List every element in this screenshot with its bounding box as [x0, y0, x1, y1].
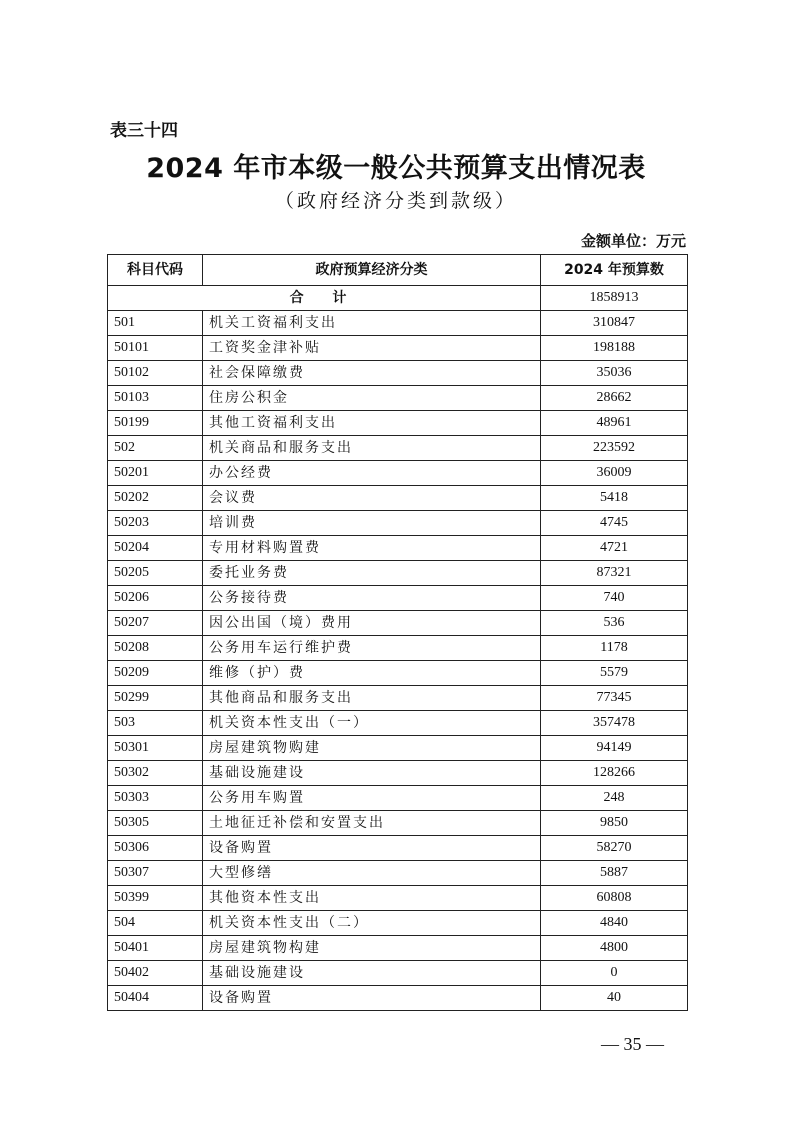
amount-cell: 94149: [541, 736, 688, 761]
category-cell: 住房公积金: [203, 386, 541, 411]
amount-cell: 1178: [541, 636, 688, 661]
table-row: [108, 686, 688, 711]
amount-cell: 0: [541, 961, 688, 986]
category-cell: 基础设施建设: [203, 761, 541, 786]
code-cell: 50402: [108, 961, 203, 986]
table-row: [108, 661, 688, 686]
amount-cell: 4745: [541, 511, 688, 536]
table-row: [108, 736, 688, 761]
table-row: [108, 461, 688, 486]
table-header-row: [108, 255, 688, 286]
table-row: [108, 936, 688, 961]
category-cell: 设备购置: [203, 986, 541, 1011]
category-cell: 因公出国（境）费用: [203, 611, 541, 636]
column-header-category: 政府预算经济分类: [203, 255, 541, 286]
amount-cell: 223592: [541, 436, 688, 461]
category-cell: 专用材料购置费: [203, 536, 541, 561]
amount-cell: 4840: [541, 911, 688, 936]
category-cell: 公务用车购置: [203, 786, 541, 811]
table-row: [108, 911, 688, 936]
category-cell: 机关资本性支出（二）: [203, 911, 541, 936]
category-cell: 维修（护）费: [203, 661, 541, 686]
table-row: [108, 511, 688, 536]
category-cell: 机关工资福利支出: [203, 311, 541, 336]
code-cell: 50206: [108, 586, 203, 611]
table-row: [108, 561, 688, 586]
table-row: [108, 486, 688, 511]
category-cell: 公务用车运行维护费: [203, 636, 541, 661]
code-cell: 50204: [108, 536, 203, 561]
code-cell: 50205: [108, 561, 203, 586]
code-cell: 50307: [108, 861, 203, 886]
table-row: [108, 361, 688, 386]
table-row: [108, 986, 688, 1011]
table-row: [108, 636, 688, 661]
amount-cell: 35036: [541, 361, 688, 386]
column-header-code: 科目代码: [108, 255, 203, 286]
amount-cell: 60808: [541, 886, 688, 911]
code-cell: 50302: [108, 761, 203, 786]
category-cell: 公务接待费: [203, 586, 541, 611]
table-row: [108, 961, 688, 986]
amount-cell: 87321: [541, 561, 688, 586]
table-row: [108, 311, 688, 336]
code-cell: 50199: [108, 411, 203, 436]
table-row: [108, 786, 688, 811]
page-subtitle: （政府经济分类到款级）: [274, 190, 517, 212]
amount-cell: 4721: [541, 536, 688, 561]
amount-cell: 28662: [541, 386, 688, 411]
table-row: [108, 586, 688, 611]
code-cell: 50103: [108, 386, 203, 411]
table-row: [108, 836, 688, 861]
table-row: [108, 611, 688, 636]
code-cell: 50401: [108, 936, 203, 961]
table-row: [108, 711, 688, 736]
amount-cell: 310847: [541, 311, 688, 336]
amount-cell: 36009: [541, 461, 688, 486]
code-cell: 503: [108, 711, 203, 736]
category-cell: 社会保障缴费: [203, 361, 541, 386]
amount-cell: 5579: [541, 661, 688, 686]
table-row: [108, 536, 688, 561]
category-cell: 办公经费: [203, 461, 541, 486]
code-cell: 50399: [108, 886, 203, 911]
code-cell: 50101: [108, 336, 203, 361]
code-cell: 50207: [108, 611, 203, 636]
code-cell: 50202: [108, 486, 203, 511]
amount-cell: 77345: [541, 686, 688, 711]
total-amount: 1858913: [541, 286, 688, 311]
amount-cell: 536: [541, 611, 688, 636]
category-cell: 机关商品和服务支出: [203, 436, 541, 461]
amount-cell: 357478: [541, 711, 688, 736]
amount-cell: 48961: [541, 411, 688, 436]
code-cell: 504: [108, 911, 203, 936]
amount-cell: 198188: [541, 336, 688, 361]
amount-cell: 248: [541, 786, 688, 811]
category-cell: 基础设施建设: [203, 961, 541, 986]
amount-cell: 40: [541, 986, 688, 1011]
table-row: [108, 811, 688, 836]
code-cell: 50305: [108, 811, 203, 836]
total-row: [108, 286, 688, 311]
table-row: [108, 886, 688, 911]
category-cell: 其他资本性支出: [203, 886, 541, 911]
code-cell: 50306: [108, 836, 203, 861]
category-cell: 培训费: [203, 511, 541, 536]
code-cell: 50301: [108, 736, 203, 761]
amount-cell: 4800: [541, 936, 688, 961]
amount-cell: 58270: [541, 836, 688, 861]
code-cell: 50203: [108, 511, 203, 536]
table-row: [108, 336, 688, 361]
code-cell: 50404: [108, 986, 203, 1011]
code-cell: 50303: [108, 786, 203, 811]
category-cell: 设备购置: [203, 836, 541, 861]
table-row: [108, 436, 688, 461]
code-cell: 502: [108, 436, 203, 461]
column-header-amount: 2024 年预算数: [541, 255, 688, 286]
unit-label: 金额单位：万元: [580, 232, 686, 250]
amount-cell: 5887: [541, 861, 688, 886]
code-cell: 50208: [108, 636, 203, 661]
category-cell: 会议费: [203, 486, 541, 511]
category-cell: 房屋建筑物构建: [203, 936, 541, 961]
page-title: 2024 年市本级一般公共预算支出情况表: [146, 153, 646, 184]
table-row: [108, 386, 688, 411]
page-number: — 35 —: [601, 1034, 664, 1054]
category-cell: 土地征迁补偿和安置支出: [203, 811, 541, 836]
code-cell: 50209: [108, 661, 203, 686]
category-cell: 委托业务费: [203, 561, 541, 586]
code-cell: 50201: [108, 461, 203, 486]
amount-cell: 740: [541, 586, 688, 611]
category-cell: 大型修缮: [203, 861, 541, 886]
category-cell: 房屋建筑物购建: [203, 736, 541, 761]
category-cell: 工资奖金津补贴: [203, 336, 541, 361]
code-cell: 50102: [108, 361, 203, 386]
code-cell: 501: [108, 311, 203, 336]
budget-table: [107, 254, 688, 1011]
table-row: [108, 411, 688, 436]
category-cell: 其他商品和服务支出: [203, 686, 541, 711]
category-cell: 机关资本性支出（一）: [203, 711, 541, 736]
amount-cell: 5418: [541, 486, 688, 511]
category-cell: 其他工资福利支出: [203, 411, 541, 436]
code-cell: 50299: [108, 686, 203, 711]
table-row: [108, 761, 688, 786]
amount-cell: 9850: [541, 811, 688, 836]
total-label: 合 计: [108, 286, 541, 311]
table-label: 表三十四: [110, 121, 178, 141]
table-row: [108, 861, 688, 886]
amount-cell: 128266: [541, 761, 688, 786]
